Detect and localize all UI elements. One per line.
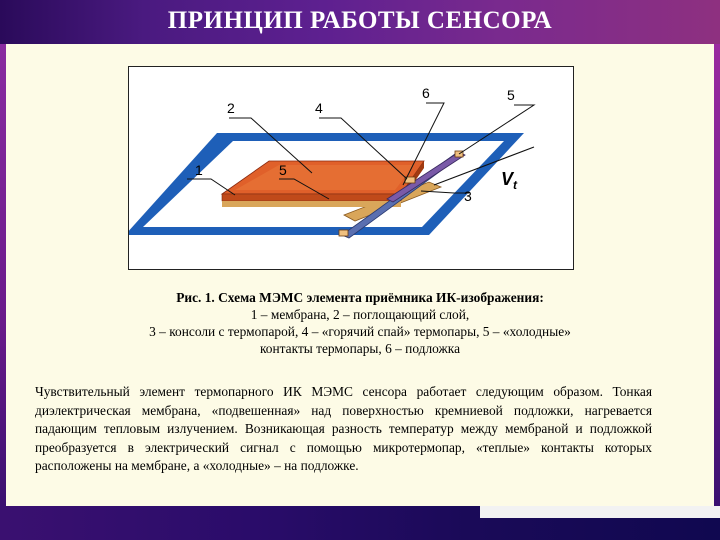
mems-diagram-svg <box>129 67 572 268</box>
caption-line-1: Рис. 1. Схема МЭМС элемента приёмника ИК-изображения: <box>176 290 544 305</box>
membrane-front-edge <box>222 194 401 201</box>
caption-line-2: 1 – мембрана, 2 – поглощающий слой, <box>250 307 470 322</box>
description-paragraph: Чувствительный элемент термопарного ИК МЭМС сенсора работает следующим образом. Тонкая диэлектрическая мембрана, «подвешенная» над поверхностью кремниевой подложки, нагревается падающим тепловым излучением. Возникающая разность температур между мембраной и подложкой преобразуется в электрический сигнал с помощью микротермопар, «теплые» контакты которых расположены на мембране, а «холодные» – на подложке. <box>35 384 652 474</box>
bottom-bar-accent <box>480 506 720 518</box>
label-2: 2 <box>227 100 235 116</box>
label-5-right: 5 <box>507 87 515 103</box>
title-bar <box>0 0 720 44</box>
membrane-underside <box>222 201 401 207</box>
label-vt-sub: t <box>513 178 518 192</box>
caption-line-4: контакты термопары, 6 – подложка <box>259 341 461 356</box>
cold-contact-left <box>339 230 348 236</box>
label-6: 6 <box>422 85 430 101</box>
caption-line-3: 3 – консоли с термопарой, 4 – «горячий спай» термопары, 5 – «холодные» <box>149 324 571 339</box>
label-4: 4 <box>315 100 323 116</box>
label-5-left: 5 <box>279 162 287 178</box>
right-decor-strip <box>714 44 720 506</box>
mems-diagram <box>128 66 574 270</box>
figure-caption <box>40 289 680 357</box>
slide-title: ПРИНЦИП РАБОТЫ СЕНСОРА <box>167 7 553 34</box>
label-1: 1 <box>195 162 203 178</box>
label-3: 3 <box>464 188 472 204</box>
label-vt-main: V <box>501 169 514 189</box>
label-vt <box>501 169 518 192</box>
